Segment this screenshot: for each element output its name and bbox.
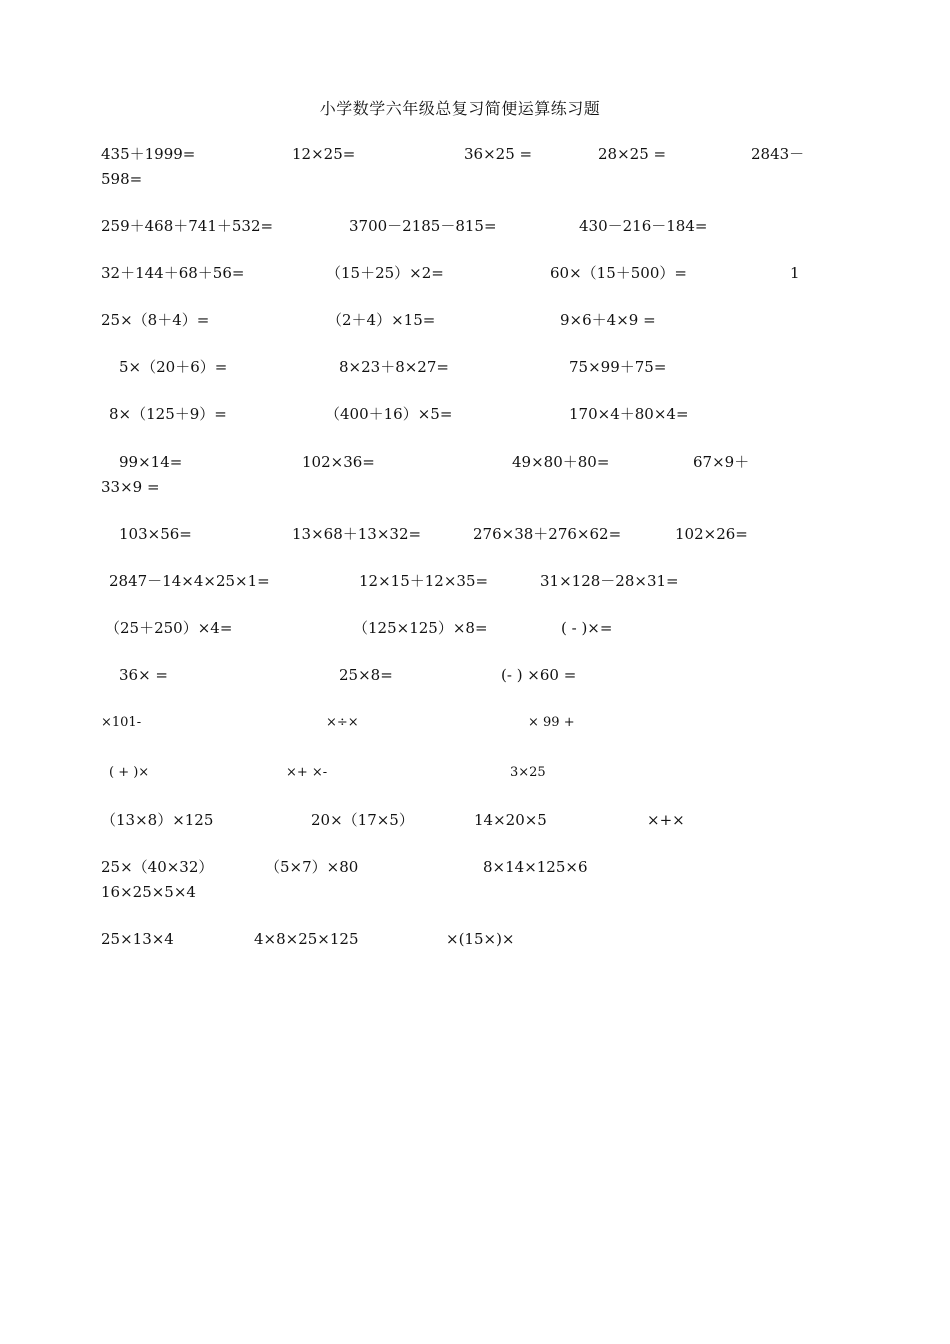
problem: 25×（40×32） [101, 858, 214, 876]
problem: 49×80＋80= [512, 453, 610, 471]
problem: 102×26= [675, 525, 748, 543]
problem: 276×38＋276×62= [473, 525, 622, 543]
problem: 3700－2185－815= [349, 217, 497, 235]
problem: 28×25 = [598, 145, 667, 163]
problem: ×(15×)× [446, 930, 515, 948]
problem: 170×4＋80×4= [569, 405, 689, 423]
problem: 430－216－184= [579, 217, 708, 235]
problem: 75×99＋75= [569, 358, 667, 376]
problem: （15＋25）×2= [326, 264, 444, 282]
problem: （25＋250）×4= [105, 619, 233, 637]
problem: 5×（20＋6）= [119, 358, 228, 376]
problem: 33×9 = [101, 478, 160, 496]
problem: 8×23＋8×27= [339, 358, 449, 376]
problem: 598= [101, 170, 143, 188]
problem: 13×68＋13×32= [292, 525, 422, 543]
problem: 36× = [119, 666, 168, 684]
problem: （13×8）×125 [101, 811, 214, 829]
problem: 60×（15＋500）= [550, 264, 687, 282]
problem: × 99 + [528, 715, 575, 730]
problem: 25×8= [339, 666, 393, 684]
problem: ×101- [101, 715, 142, 730]
problem: 259＋468＋741＋532= [101, 217, 274, 235]
problem: 25×（8＋4）= [101, 311, 210, 329]
problem: （5×7）×80 [265, 858, 359, 876]
problem: 1 [790, 264, 800, 282]
problem: （2＋4）×15= [327, 311, 436, 329]
problem: 103×56= [119, 525, 192, 543]
problem: 20×（17×5） [311, 811, 414, 829]
problem: ×÷× [326, 715, 359, 730]
problem: 8×（125＋9）= [109, 405, 227, 423]
problem: 14×20×5 [474, 811, 547, 829]
problem: （125×125）×8= [353, 619, 488, 637]
problem: （400＋16）×5= [325, 405, 453, 423]
problem: 25×13×4 [101, 930, 174, 948]
problem: 16×25×5×4 [101, 883, 196, 901]
problem: ( + )× [109, 765, 150, 780]
problem: 12×15＋12×35= [359, 572, 489, 590]
problem: 2843－ [751, 145, 805, 163]
problem: 102×36= [302, 453, 375, 471]
page-title: 小学数学六年级总复习简便运算练习题 [319, 99, 601, 118]
problem: 4×8×25×125 [254, 930, 359, 948]
problem: 2847－14×4×25×1= [109, 572, 270, 590]
problem: 8×14×125×6 [483, 858, 588, 876]
problem: 67×9＋ [693, 453, 750, 471]
problem: 36×25 = [464, 145, 533, 163]
problem: ( - )×= [561, 619, 613, 637]
problem: 12×25= [292, 145, 356, 163]
problem: 3×25 [510, 765, 546, 780]
problem: 32＋144＋68＋56= [101, 264, 245, 282]
problem: ×+× [647, 811, 685, 829]
problem: 31×128－28×31= [540, 572, 679, 590]
problem: 9×6＋4×9 = [560, 311, 656, 329]
problem: 435＋1999= [101, 145, 196, 163]
problem: (- ) ×60 = [501, 666, 577, 684]
problem: 99×14= [119, 453, 183, 471]
problem: ×+ ×- [286, 765, 328, 780]
